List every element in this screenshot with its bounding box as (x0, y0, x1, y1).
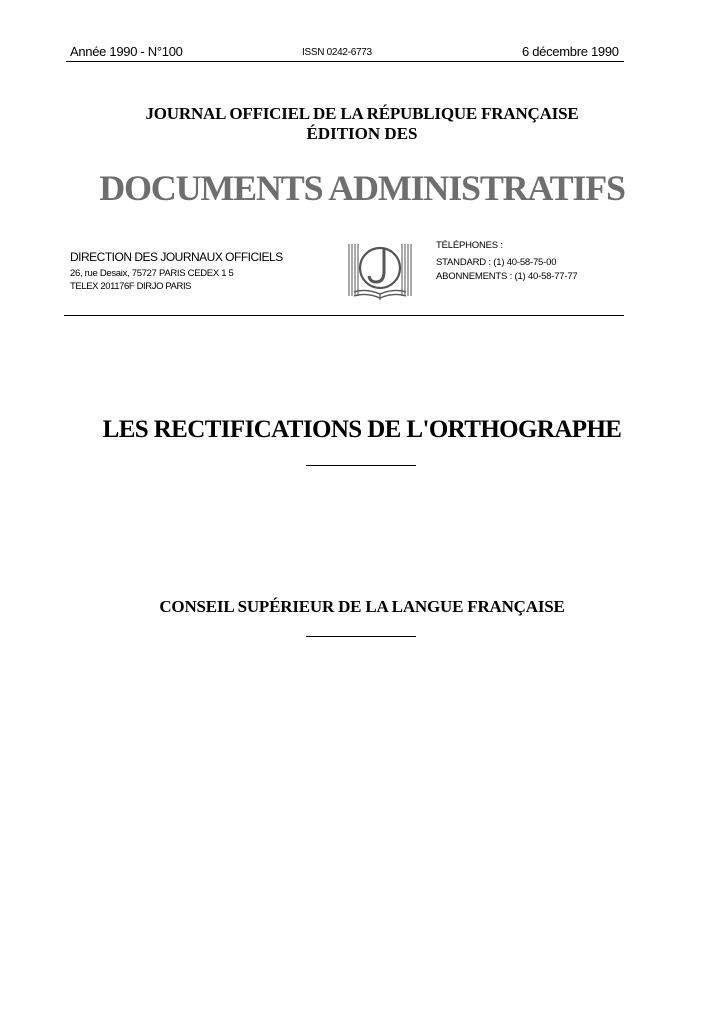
issn: ISSN 0242-6773 (302, 47, 372, 58)
telephone-standard: STANDARD : (1) 40-58-75-00 (436, 257, 557, 268)
header-rule (66, 61, 624, 62)
issue-date: 6 décembre 1990 (522, 44, 619, 59)
document-author: CONSEIL SUPÉRIEUR DE LA LANGUE FRANÇAISE (159, 597, 565, 616)
direction-address: 26, rue Desaix, 75727 PARIS CEDEX 1 5 (70, 268, 234, 279)
journal-title: JOURNAL OFFICIEL DE LA RÉPUBLIQUE FRANÇAISE (145, 104, 579, 123)
document-title: LES RECTIFICATIONS DE L'ORTHOGRAPHE (102, 416, 622, 443)
telephones-label: TÉLÉPHONES : (436, 240, 503, 251)
direction-name: DIRECTION DES JOURNAUX OFFICIELS (70, 250, 283, 264)
journal-officiel-logo-icon (346, 238, 414, 304)
publication-title: DOCUMENTS ADMINISTRATIFS (99, 168, 625, 208)
direction-telex: TELEX 201176F DIRJO PARIS (70, 281, 192, 292)
edition-label: ÉDITION DES (306, 124, 418, 143)
telephone-abonnements: ABONNEMENTS : (1) 40-58-77-77 (436, 271, 578, 282)
title-underline (306, 465, 416, 466)
issue-number: Année 1990 - N°100 (70, 44, 183, 59)
masthead-rule (64, 315, 624, 316)
author-underline (306, 636, 416, 637)
